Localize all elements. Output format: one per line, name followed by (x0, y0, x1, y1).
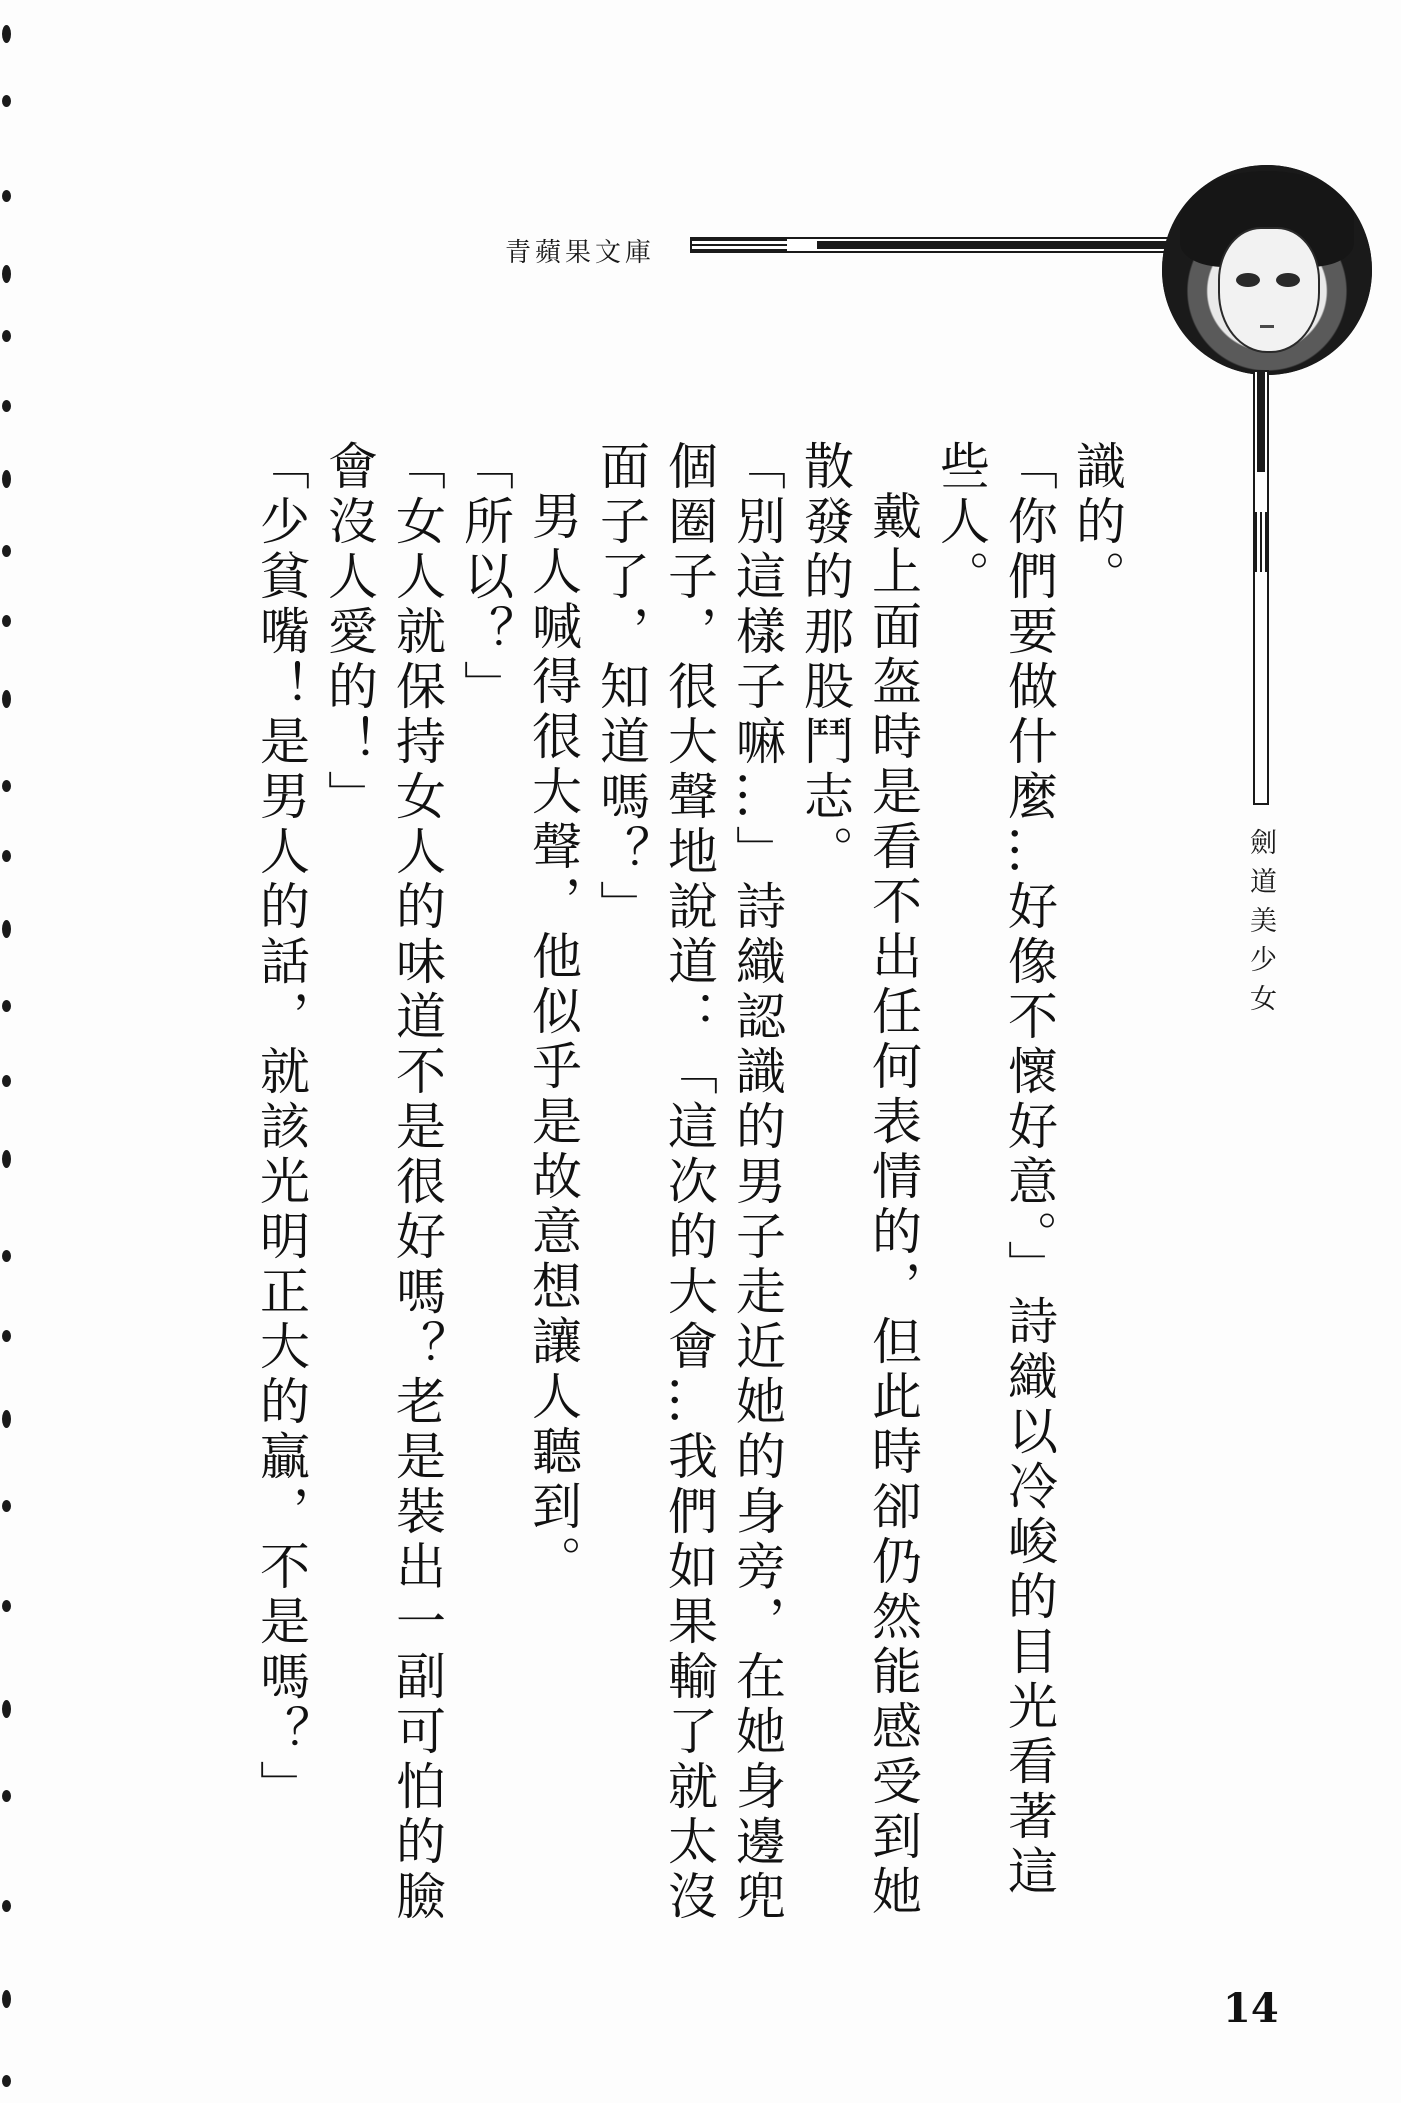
binding-dot (2, 615, 11, 627)
binding-dot (2, 920, 11, 938)
binding-dot (2, 190, 11, 202)
binding-dot (2, 1250, 11, 1262)
binding-dot (2, 265, 11, 283)
binding-dot (2, 400, 11, 412)
binding-dot (2, 330, 11, 342)
series-title: 青蘋果文庫 (505, 238, 656, 268)
body-text (247, 440, 1131, 1940)
binding-dot (2, 2075, 11, 2087)
header-rule-hatch (692, 239, 787, 251)
binding-dot (2, 1990, 11, 2008)
binding-dot (2, 25, 11, 43)
binding-edge (0, 0, 18, 2103)
binding-dot (2, 1075, 11, 1087)
page-number: 14 (1223, 1985, 1279, 2032)
side-rule (1253, 370, 1269, 805)
binding-dot (2, 690, 11, 708)
binding-dot (2, 1600, 11, 1612)
side-rule-hatch (1255, 512, 1267, 572)
paragraph: 識的。 (1068, 440, 1126, 605)
binding-dot (2, 545, 11, 557)
binding-dot (2, 470, 11, 488)
paragraph: 男人喊得很大聲，他似乎是故意想讓人聽到。 (524, 490, 582, 1590)
paragraph: 戴上面盔時是看不出任何表情的，但此時卻仍然能感受到她散發的那股鬥志。 (796, 440, 922, 1920)
paragraph: 「女人就保持女人的味道不是很好嗎？老是裝出一副可怕的臉會沒人愛的！」 (320, 440, 446, 1925)
paragraph: 「別這樣子嘛…」詩織認識的男子走近她的身旁，在她身邊兜個圈子，很大聲地說道：「這次的大會…我們如果輸了就太沒面子了，知道嗎？」 (592, 440, 786, 1925)
binding-dot (2, 1150, 11, 1168)
binding-dot (2, 780, 11, 792)
header-rule-bar (817, 241, 1170, 249)
portrait-face (1218, 227, 1320, 353)
binding-dot (2, 1700, 11, 1718)
girl-portrait-icon (1162, 165, 1372, 375)
portrait-mouth (1260, 325, 1274, 328)
binding-dot (2, 1330, 11, 1342)
binding-dot (2, 1900, 11, 1912)
book-title: 劍道美少女 (1245, 828, 1276, 1023)
binding-dot (2, 1410, 11, 1428)
binding-dot (2, 95, 11, 107)
binding-dot (2, 850, 11, 862)
portrait-eye-left (1236, 273, 1260, 287)
header-rule (690, 237, 1170, 253)
binding-dot (2, 1790, 11, 1802)
binding-dot (2, 1000, 11, 1012)
paragraph: 「所以？」 (456, 440, 514, 715)
paragraph: 「你們要做什麼…好像不懷好意。」詩織以冷峻的目光看著這些人。 (932, 440, 1058, 1900)
side-rule-bar (1257, 372, 1265, 472)
paragraph: 「少貧嘴！是男人的話，就該光明正大的贏，不是嗎？」 (252, 440, 310, 1815)
portrait-eye-right (1276, 273, 1300, 287)
binding-dot (2, 1500, 11, 1512)
